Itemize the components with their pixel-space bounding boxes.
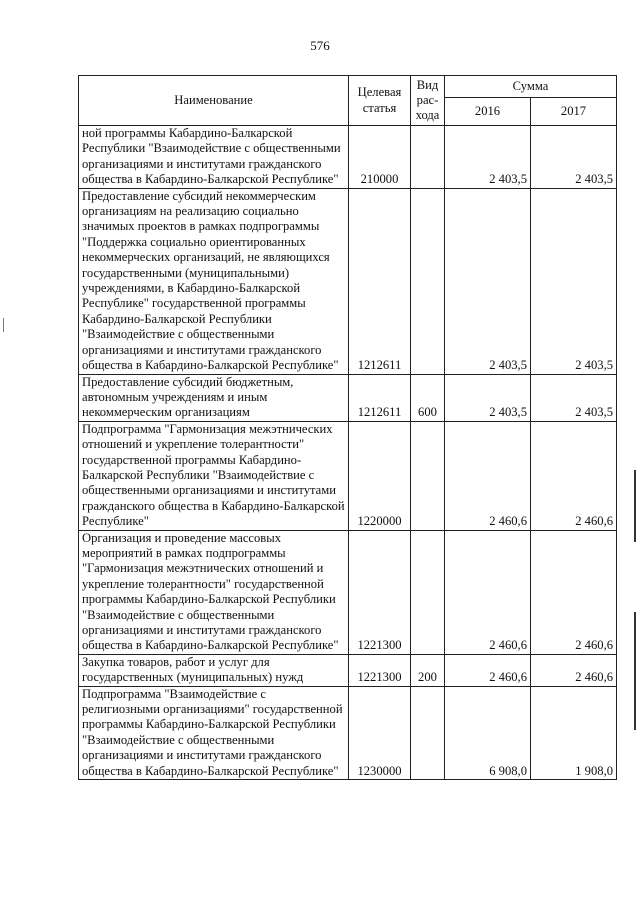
scan-edge-mark <box>634 612 636 730</box>
header-year-2017: 2017 <box>531 98 617 126</box>
row-sum-2017: 2 403,5 <box>531 374 617 421</box>
table-row <box>79 530 617 654</box>
row-target-article: 1230000 <box>349 686 411 779</box>
row-name: Подпрограмма "Гармонизация межэтнических отношений и укрепление толерантности" государственной программы Кабардино-Балкарской Республики "Взаимодействие с общественными организациями и институтами гражданского общества в Кабардино-Балкарской Республике" <box>79 421 349 530</box>
row-target-article: 210000 <box>349 126 411 189</box>
row-sum-2016: 2 403,5 <box>445 374 531 421</box>
table-row <box>79 654 617 686</box>
row-sum-2016: 2 460,6 <box>445 421 531 530</box>
header-expense-type: Вид рас-хода <box>411 76 445 126</box>
row-expense-type <box>411 126 445 189</box>
row-expense-type <box>411 686 445 779</box>
scan-edge-mark <box>634 470 636 542</box>
row-expense-type <box>411 421 445 530</box>
row-sum-2016: 2 403,5 <box>445 188 531 374</box>
row-target-article: 1212611 <box>349 374 411 421</box>
row-sum-2016: 2 460,6 <box>445 530 531 654</box>
row-expense-type <box>411 530 445 654</box>
row-sum-2016: 2 460,6 <box>445 654 531 686</box>
table-row <box>79 374 617 421</box>
row-name: ной программы Кабардино-Балкарской Республики "Взаимодействие с общественными организациями и институтами гражданского общества в Кабардино-Балкарской Республике" <box>79 126 349 189</box>
row-expense-type: 600 <box>411 374 445 421</box>
row-target-article: 1221300 <box>349 530 411 654</box>
header-target-article: Целевая статья <box>349 76 411 126</box>
row-name: Подпрограмма "Взаимодействие с религиозными организациями" государственной программы Кабардино-Балкарской Республики "Взаимодействие с общественными организациями и институтами гражданского общества в Кабардино-Балкарской Республике" <box>79 686 349 779</box>
row-sum-2017: 2 460,6 <box>531 530 617 654</box>
row-sum-2016: 6 908,0 <box>445 686 531 779</box>
row-sum-2017: 2 403,5 <box>531 126 617 189</box>
budget-table <box>78 75 617 780</box>
row-sum-2017: 2 460,6 <box>531 421 617 530</box>
scan-edge-mark <box>3 318 4 332</box>
row-expense-type: 200 <box>411 654 445 686</box>
row-target-article: 1220000 <box>349 421 411 530</box>
row-expense-type <box>411 188 445 374</box>
row-sum-2016: 2 403,5 <box>445 126 531 189</box>
table-row <box>79 126 617 189</box>
header-sum: Сумма <box>445 76 617 98</box>
table-row <box>79 686 617 779</box>
row-sum-2017: 1 908,0 <box>531 686 617 779</box>
row-sum-2017: 2 403,5 <box>531 188 617 374</box>
header-name: Наименование <box>79 76 349 126</box>
page-number: 576 <box>310 38 330 53</box>
row-name: Закупка товаров, работ и услуг для государственных (муниципальных) нужд <box>79 654 349 686</box>
row-name: Предоставление субсидий некоммерческим организациям на реализацию социально значимых проектов в рамках подпрограммы "Поддержка социально ориентированных некоммерческих организаций, не являющихся государственными (муниципальными) учреждениями, в Кабардино-Балкарской Республике" государственной программы Кабардино-Балкарской Республики "Взаимодействие с общественными организациями и институтами гражданского общества в Кабардино-Балкарской Республике" <box>79 188 349 374</box>
row-sum-2017: 2 460,6 <box>531 654 617 686</box>
table-row <box>79 188 617 374</box>
row-name: Организация и проведение массовых мероприятий в рамках подпрограммы "Гармонизация межэтнических отношений и укрепление толерантности" государственной программы Кабардино-Балкарской Республики "Взаимодействие с общественными организациями и институтами гражданского общества в Кабардино-Балкарской Республике" <box>79 530 349 654</box>
table-row <box>79 421 617 530</box>
row-target-article: 1212611 <box>349 188 411 374</box>
row-target-article: 1221300 <box>349 654 411 686</box>
header-year-2016: 2016 <box>445 98 531 126</box>
row-name: Предоставление субсидий бюджетным, автономным учреждениям и иным некоммерческим организациям <box>79 374 349 421</box>
